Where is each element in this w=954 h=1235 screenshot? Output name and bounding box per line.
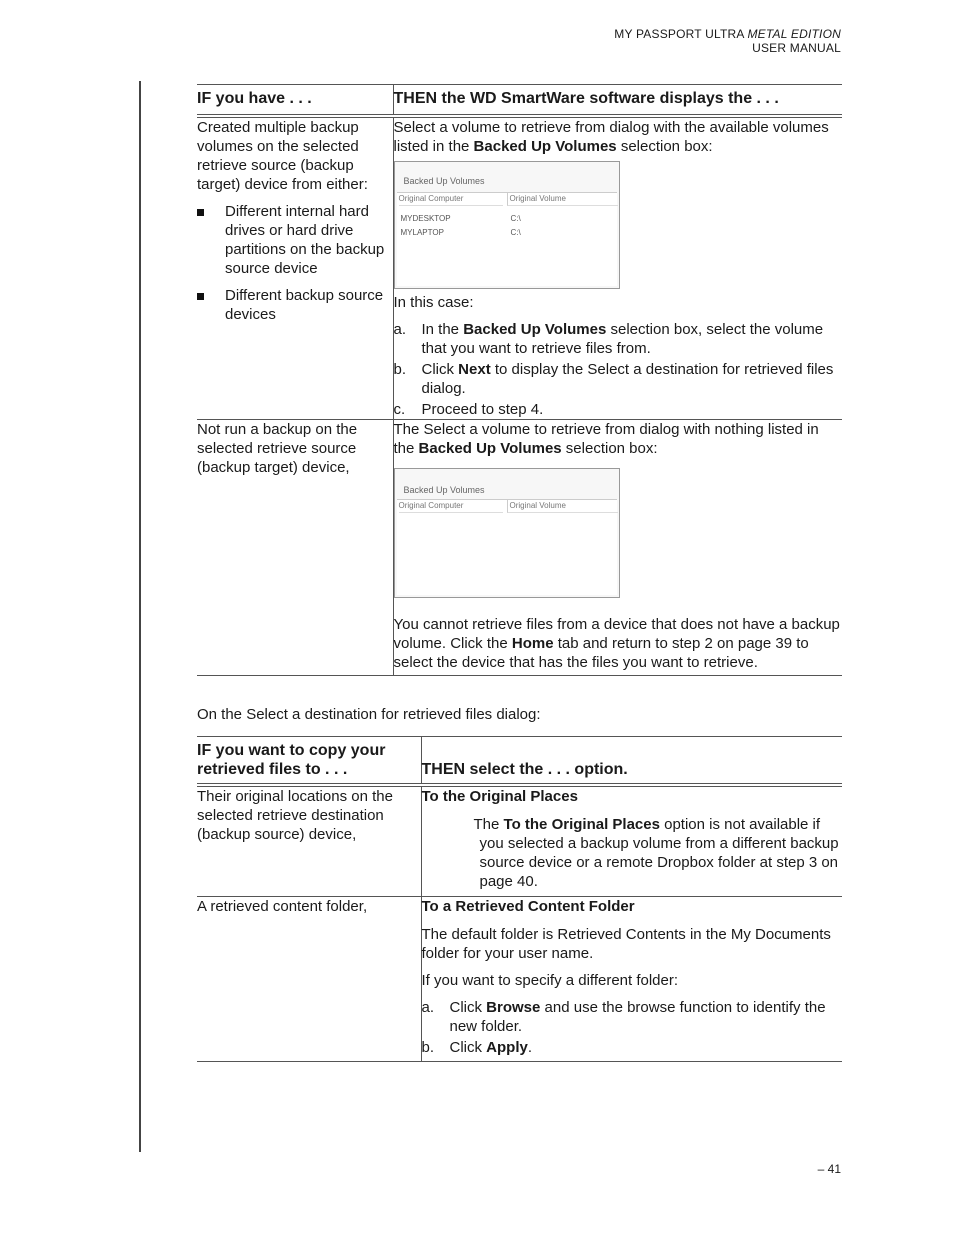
step-text: Click [421,361,459,378]
step-letter: b. [421,1039,435,1056]
volume-row-computer[interactable]: MYDESKTOP [400,214,451,223]
table1-row2-result [393,420,842,676]
row1-intro [394,118,843,156]
row2-note [394,615,843,672]
dialog-title: Backed Up Volumes [403,485,485,495]
step-letter: c. [393,401,406,418]
note-bold: Home [511,635,554,652]
column-original-computer[interactable]: Original Computer [399,193,503,206]
header-edition: METAL EDITION [747,27,841,41]
destination-intro: On the Select a destination for retrieved files dialog: [197,706,541,723]
step-bold: Backed Up Volumes [463,321,607,338]
margin-rule [139,81,141,1152]
volumes-list-empty[interactable] [397,499,617,595]
table2-col2-header: THEN select the . . . option. [421,737,842,786]
step-letter: a. [421,999,435,1016]
step-text: Click [449,999,487,1016]
option-paragraph: If you want to specify a different folder: [421,972,679,989]
row2-condition-text: Not run a backup on the selected retrieve source (backup target) device, [197,421,358,476]
step-letter: b. [393,361,407,378]
option-paragraph: The default folder is Retrieved Contents in the My Documents folder for your user name. [421,926,831,962]
note-text-end: option is not available if you selected a backup volume from a different backup source device or a remote Dropbox folder at step 3 on page 40. [479,816,839,890]
step-text: In the [421,321,464,338]
column-original-volume[interactable]: Original Volume [507,500,618,513]
note-bold: To the Original Places [503,816,660,833]
intro-bold: Backed Up Volumes [473,138,617,155]
option-title: To the Original Places [421,788,578,805]
step-letter: a. [393,321,407,338]
note-text: You cannot retrieve files from a device that does not have a backup volume. Click the [393,616,840,652]
volume-row-volume[interactable]: C:\ [510,228,521,237]
step-bold: Next [458,361,491,378]
option-title: To a Retrieved Content Folder [421,898,635,915]
volume-row-computer[interactable]: MYLAPTOP [400,228,444,237]
note-text: The [473,816,504,833]
table2-col1-header: IF you want to copy your retrieved files to . . . [197,737,421,786]
table1-row1-condition [197,116,393,420]
note-text-end: tab and return to step 2 on page 39 to select the device that has the files you want to retrieve. [393,635,809,671]
header-title: MY PASSPORT ULTRA [614,27,748,41]
step-text-end: . [527,1039,533,1056]
intro-text-end: selection box: [616,138,713,155]
row2-destination-text: A retrieved content folder, [197,898,368,915]
table2-row1-option [421,785,842,897]
intro-bold: Backed Up Volumes [418,440,562,457]
step-bold: Apply [486,1039,528,1056]
option-note [422,815,843,891]
step-item [394,360,843,398]
intro-text: The Select a volume to retrieve from dialog with nothing listed in the [393,421,819,457]
table1-col2-header: THEN the WD SmartWare software displays the . . . [393,85,842,117]
table2-row1-condition [197,785,421,897]
dialog-title: Backed Up Volumes [403,176,485,186]
volume-row-volume[interactable]: C:\ [510,214,521,223]
backed-up-volumes-dialog [394,161,620,289]
volumes-list[interactable] [397,192,617,286]
step-text: Proceed to step 4. [421,401,544,418]
intro-text: Select a volume to retrieve from dialog with the available volumes listed in the [393,119,829,155]
header-subtitle: USER MANUAL [752,41,841,55]
bullet-item: Different internal hard drives or hard drive partitions on the backup source device [197,202,393,278]
intro-text-end: selection box: [561,440,658,457]
retrieve-source-table [197,84,842,676]
column-original-computer[interactable]: Original Computer [399,500,503,513]
step-bold: Browse [486,999,541,1016]
step-item [394,320,843,358]
step-item [422,998,843,1036]
step-item [422,1038,843,1057]
bullet-item: Different backup source devices [197,286,393,324]
step-text-end: selection box, select the volume that you want to retrieve files from. [421,321,824,357]
step-text-end: to display the Select a destination for retrieved files dialog. [421,361,834,397]
step-text: Click [449,1039,487,1056]
row2-intro [394,420,843,458]
row1-condition-text: Created multiple backup volumes on the selected retrieve source (backup target) device from either: [197,119,368,193]
table1-row2-condition [197,420,393,676]
table1-col1-header: IF you have . . . [197,85,393,117]
running-header [614,27,841,55]
row1-destination-text: Their original locations on the selected retrieve destination (backup source) device, [197,788,393,843]
step-item [394,400,843,419]
retrieve-destination-table [197,736,842,1062]
page-number: – 41 [817,1162,841,1176]
table2-row2-condition [197,897,421,1062]
empty-backed-up-volumes-dialog [394,468,620,598]
table1-row1-result [393,116,842,420]
column-original-volume[interactable]: Original Volume [507,193,618,206]
step-text-end: and use the browse function to identify the new folder. [449,999,826,1035]
in-this-case-label: In this case: [393,294,474,311]
table2-row2-option [421,897,842,1062]
